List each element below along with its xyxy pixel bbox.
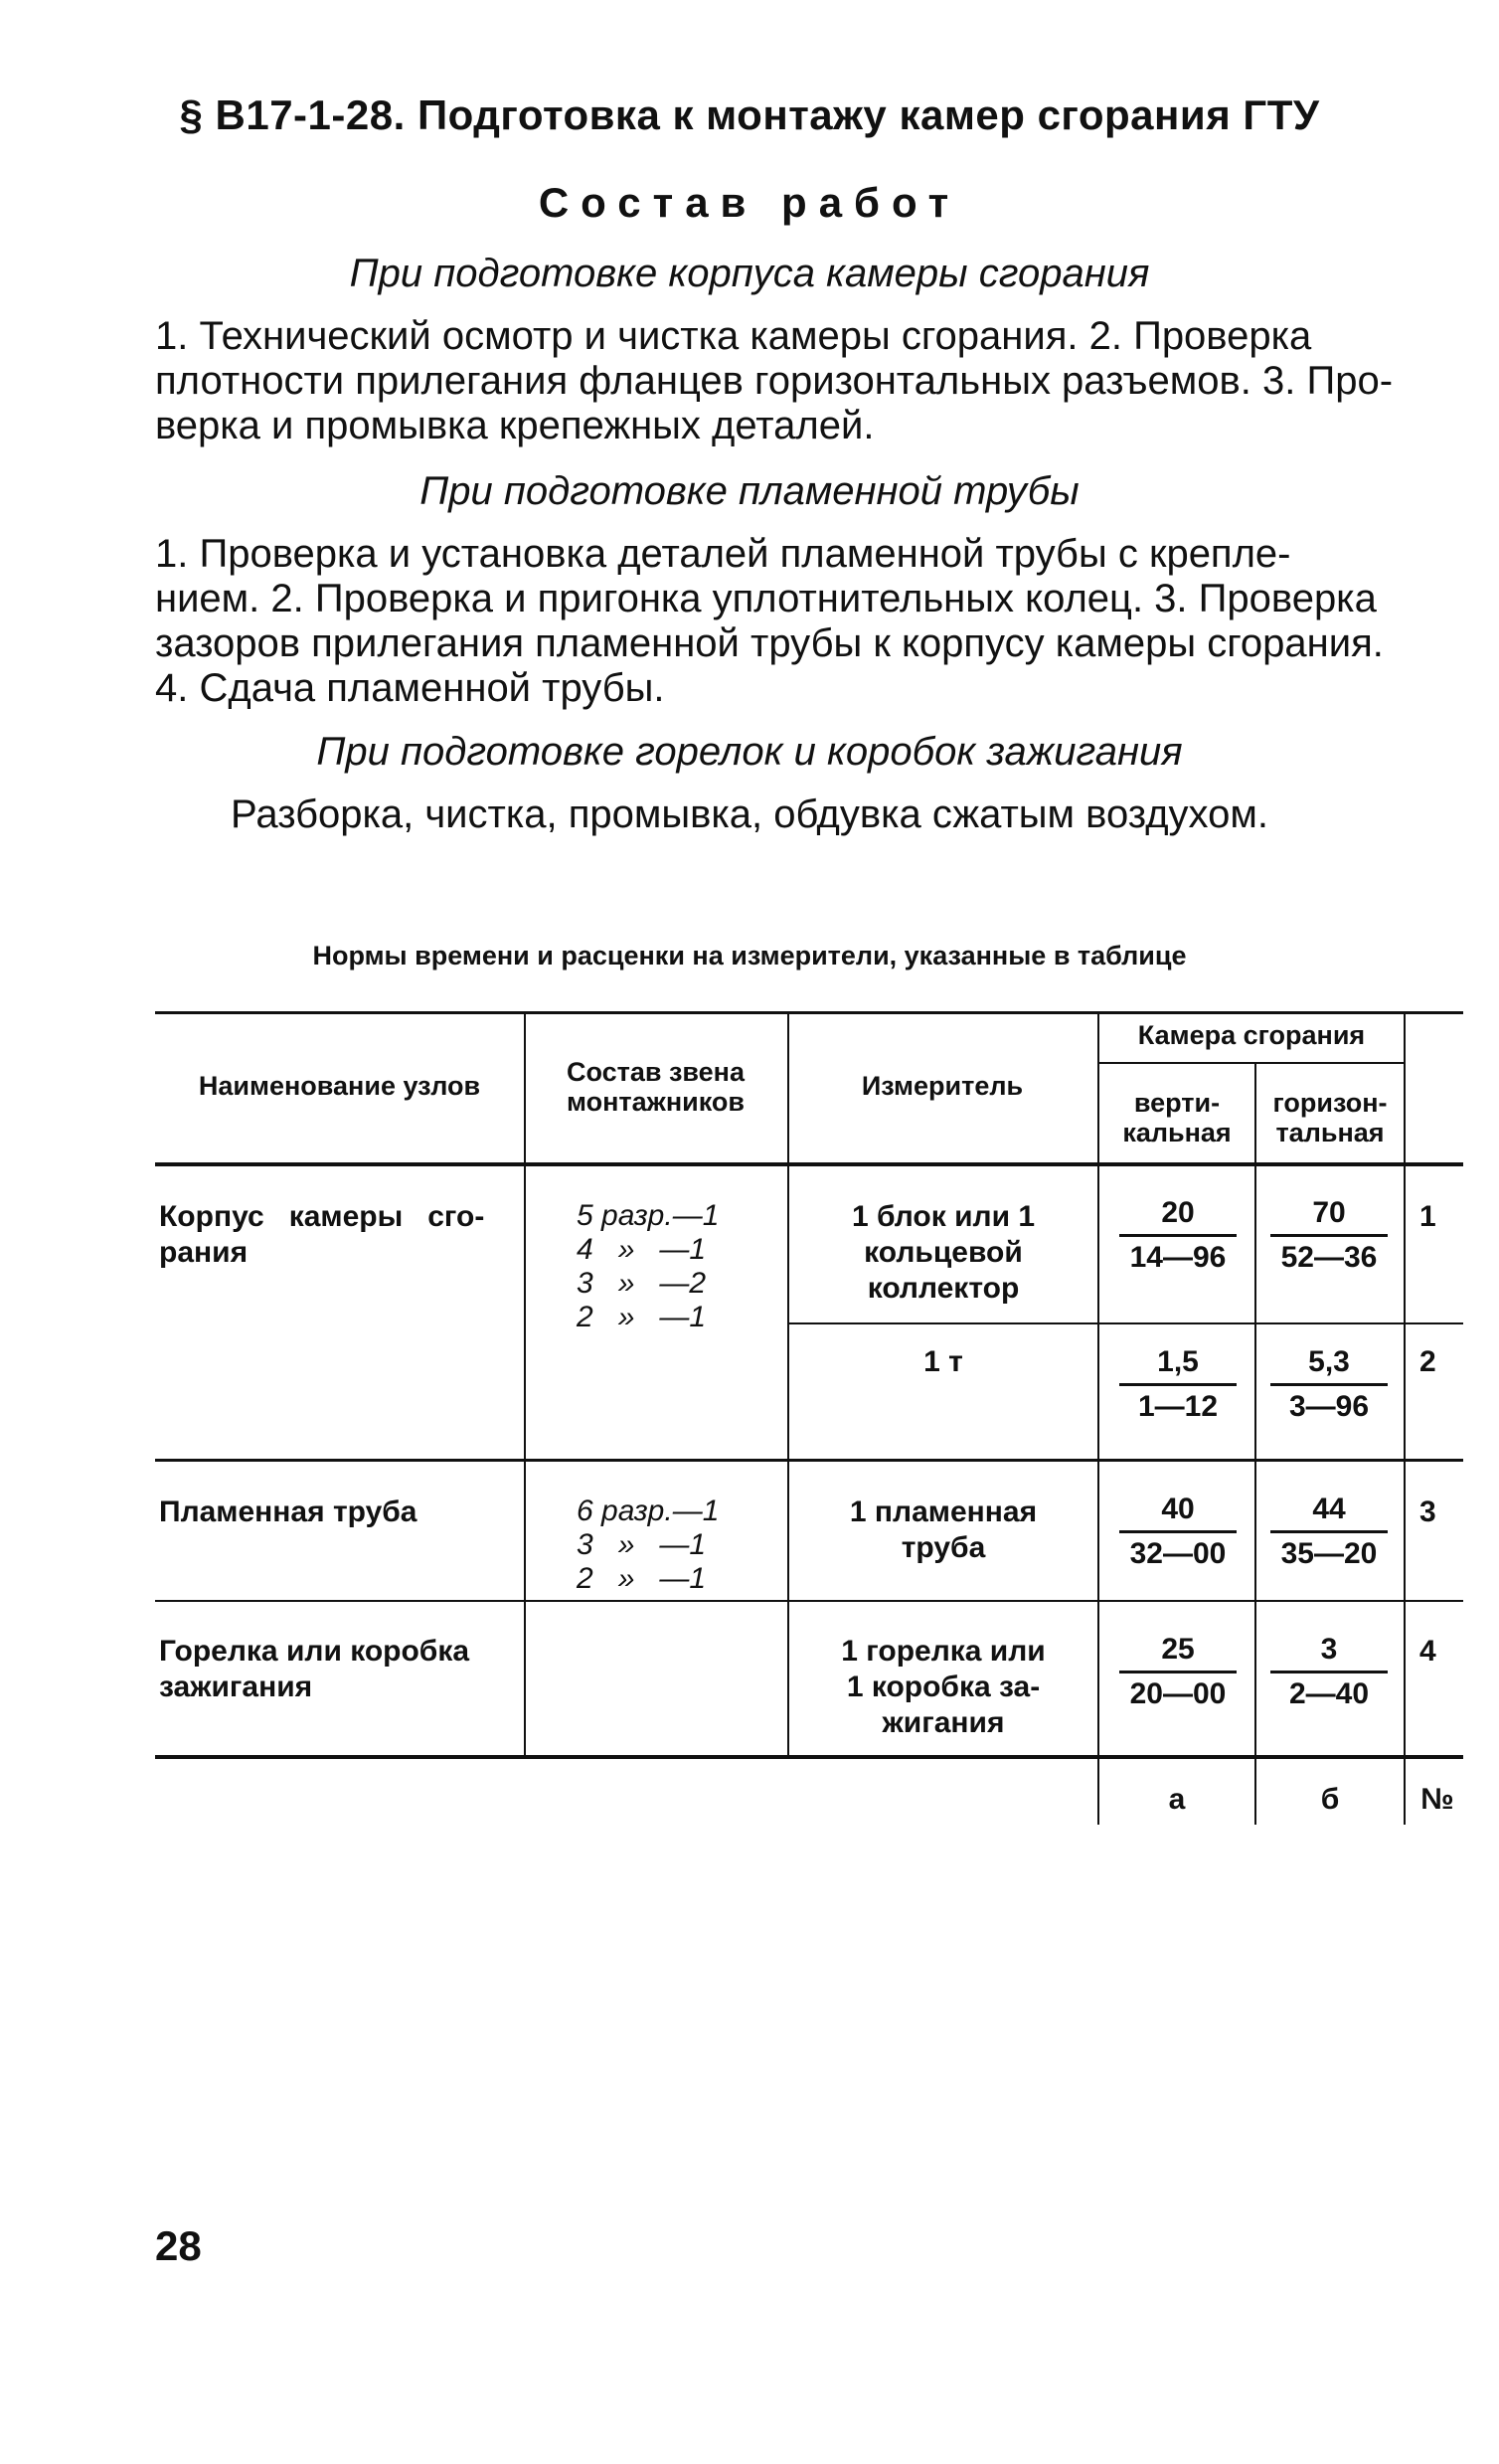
- row-name: [159, 1634, 512, 1705]
- price-rate: 14—96: [1129, 1241, 1227, 1274]
- rate-vertical: [1113, 1194, 1243, 1277]
- time-norm: 20: [1161, 1196, 1195, 1229]
- header-crew-line: монтажников: [567, 1087, 745, 1117]
- fraction-bar: [1119, 1383, 1237, 1386]
- table-caption: Нормы времени и расценки на измерители, указанные в таблице: [312, 941, 1187, 970]
- paragraph-line: верка и промывка крепежных деталей.: [155, 404, 875, 447]
- column-letter-a: а: [1168, 1783, 1186, 1816]
- paragraph-burners: Разборка, чистка, промывка, обдувка сжатым воздухом.: [231, 792, 1268, 836]
- rate-horizontal: [1264, 1491, 1394, 1573]
- crew-composition: [577, 1495, 775, 1596]
- price-rate: 35—20: [1280, 1537, 1378, 1570]
- paragraph-line: 1. Проверка и установка деталей пламенной трубы с крепле-: [155, 532, 1291, 576]
- section-header-flame-tube: При подготовке пламенной трубы: [419, 469, 1080, 513]
- row-number: 3: [1419, 1496, 1436, 1528]
- row-unit-line: 1 горелка или: [841, 1635, 1046, 1668]
- row-name-line: Корпус камеры сго-: [159, 1200, 485, 1233]
- crew-line: 6 разр.—1: [577, 1495, 720, 1527]
- row-number: 4: [1419, 1635, 1436, 1668]
- header-horizontal: [1256, 1088, 1404, 1147]
- table-top-rule: [155, 1011, 1463, 1014]
- column-divider: [1254, 1062, 1256, 1825]
- time-norm: 40: [1161, 1493, 1195, 1525]
- header-horizontal-line: горизон-: [1272, 1088, 1388, 1118]
- column-letter-b: б: [1320, 1783, 1340, 1816]
- time-norm: 44: [1312, 1493, 1346, 1525]
- rate-vertical: [1113, 1491, 1243, 1573]
- fraction-bar: [1270, 1671, 1388, 1673]
- header-chamber: Камера сгорания: [1137, 1020, 1366, 1050]
- row-unit-line: жигания: [882, 1706, 1005, 1739]
- rate-horizontal: [1264, 1631, 1394, 1713]
- crew-line: 5 разр.—1: [577, 1199, 720, 1232]
- header-crew: [524, 1057, 787, 1117]
- chamber-subheader-rule: [1097, 1062, 1406, 1064]
- paragraph-line: плотности прилегания фланцев горизонтальных разъемов. 3. Про-: [155, 359, 1394, 403]
- rate-horizontal: [1264, 1343, 1394, 1426]
- table-bottom-rule: [155, 1755, 1463, 1759]
- header-vertical-line: верти-: [1133, 1088, 1221, 1118]
- column-divider: [524, 1011, 526, 1759]
- fraction-bar: [1119, 1234, 1237, 1237]
- page-number: 28: [155, 2222, 202, 2269]
- row-divider: [787, 1322, 1463, 1324]
- row-name-line: рания: [159, 1236, 249, 1269]
- crew-line: 2 » —1: [577, 1562, 707, 1595]
- paragraph-line: 4. Сдача пламенной трубы.: [155, 666, 665, 710]
- header-bottom-rule: [155, 1162, 1463, 1166]
- price-rate: 1—12: [1137, 1390, 1219, 1423]
- column-number-sign: №: [1420, 1783, 1454, 1816]
- rate-vertical: [1113, 1343, 1243, 1426]
- row-unit-line: 1 пламенная: [849, 1496, 1038, 1528]
- fraction-bar: [1119, 1671, 1237, 1673]
- row-divider: [155, 1600, 1463, 1602]
- header-vertical: [1097, 1088, 1256, 1147]
- section-title: § В17-1-28. Подготовка к монтажу камер сгорания ГТУ: [179, 91, 1320, 138]
- crew-line: 4 » —1: [577, 1233, 707, 1266]
- header-vertical-line: кальная: [1122, 1118, 1232, 1147]
- column-divider: [1404, 1011, 1406, 1825]
- row-name-line: Горелка или коробка: [159, 1635, 470, 1668]
- crew-line: 3 » —1: [577, 1528, 707, 1561]
- row-unit-line: труба: [901, 1531, 986, 1564]
- header-unit: Измеритель: [861, 1071, 1024, 1101]
- price-rate: 52—36: [1280, 1241, 1378, 1274]
- price-rate: 3—96: [1288, 1390, 1370, 1423]
- time-norm: 3: [1320, 1633, 1338, 1666]
- work-composition-heading: Состав работ: [538, 179, 961, 226]
- rate-vertical: [1113, 1631, 1243, 1713]
- row-divider: [155, 1459, 1463, 1462]
- fraction-bar: [1270, 1383, 1388, 1386]
- row-unit: 1 т: [923, 1345, 963, 1378]
- price-rate: 2—40: [1288, 1677, 1370, 1710]
- crew-composition: [577, 1199, 775, 1334]
- row-unit-line: 1 блок или 1: [851, 1200, 1036, 1233]
- time-norm: 25: [1161, 1633, 1195, 1666]
- rate-horizontal: [1264, 1194, 1394, 1277]
- row-unit: [789, 1634, 1097, 1741]
- fraction-bar: [1119, 1530, 1237, 1533]
- paragraph-line: зазоров прилегания пламенной трубы к корпусу камеры сгорания.: [155, 621, 1384, 665]
- crew-line: 2 » —1: [577, 1301, 707, 1333]
- time-norm: 5,3: [1308, 1345, 1350, 1378]
- row-unit-line: кольцевой: [864, 1236, 1023, 1269]
- row-unit-line: коллектор: [867, 1272, 1020, 1305]
- price-rate: 20—00: [1129, 1677, 1227, 1710]
- section-header-burners: При подготовке горелок и коробок зажигания: [316, 730, 1183, 774]
- header-crew-line: Состав звена: [567, 1057, 745, 1087]
- time-norm: 70: [1312, 1196, 1346, 1229]
- time-norm: 1,5: [1157, 1345, 1199, 1378]
- row-number: 2: [1419, 1345, 1436, 1378]
- header-horizontal-line: тальная: [1275, 1118, 1385, 1147]
- header-name: Наименование узлов: [198, 1071, 481, 1101]
- row-name: Пламенная труба: [159, 1496, 417, 1528]
- row-name: [159, 1199, 512, 1271]
- fraction-bar: [1270, 1530, 1388, 1533]
- paragraph-line: нием. 2. Проверка и пригонка уплотнительных колец. 3. Проверка: [155, 577, 1377, 620]
- crew-line: 3 » —2: [577, 1267, 707, 1300]
- fraction-bar: [1270, 1234, 1388, 1237]
- row-unit-line: 1 коробка за-: [846, 1671, 1041, 1703]
- row-unit: [789, 1199, 1097, 1307]
- section-header-chamber-body: При подготовке корпуса камеры сгорания: [349, 252, 1150, 295]
- row-name-line: зажигания: [159, 1671, 313, 1703]
- price-rate: 32—00: [1129, 1537, 1227, 1570]
- row-unit: [789, 1495, 1097, 1566]
- row-number: 1: [1419, 1200, 1436, 1233]
- paragraph-line: 1. Технический осмотр и чистка камеры сгорания. 2. Проверка: [155, 314, 1312, 358]
